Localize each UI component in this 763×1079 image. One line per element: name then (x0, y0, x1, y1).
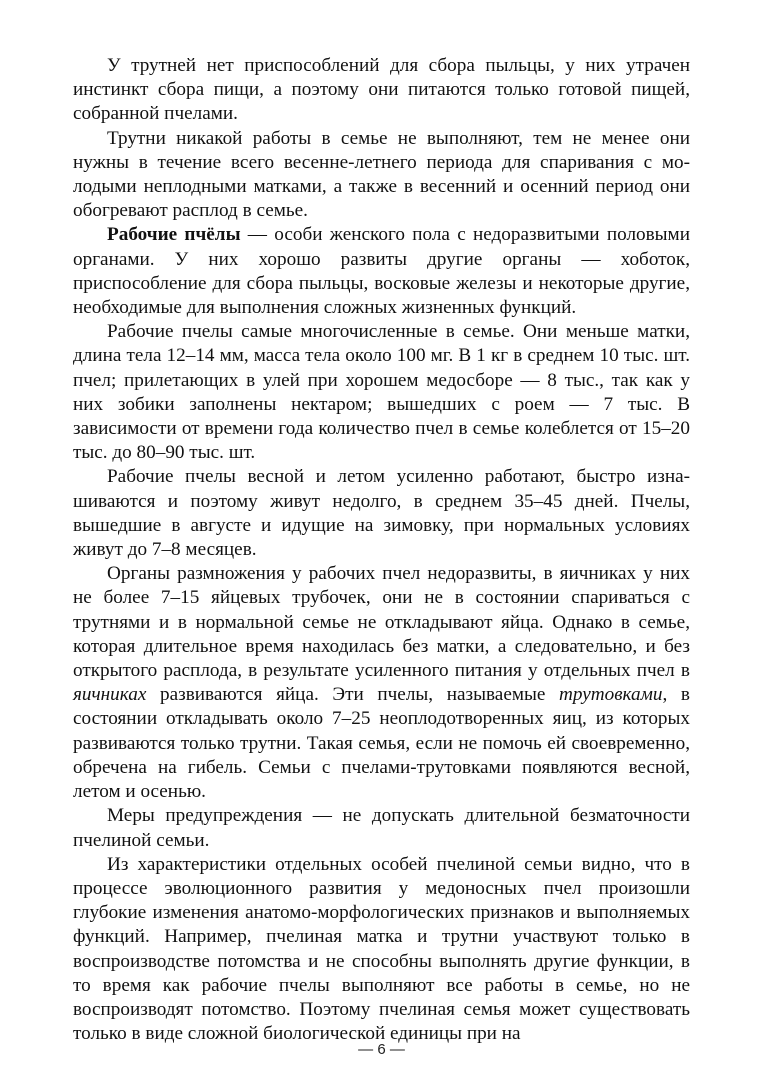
paragraph-prevention (73, 804, 690, 852)
paragraph-drones-feeding (73, 54, 690, 127)
paragraph-text: Из характеристики отдельных особей пчелиной семьи видно, что в процессе эволюционного развития у медоносных пчел произошли глубокие изменения анатомо-морфологических признаков и выполняемых функций. Например, пчелиная матка и трутни участвуют только в воспроизводстве потомства и не способны выполнять другие функции, в то время как рабочие пчелы выполняют все работы в семье, но не воспроизводят потомство. Поэтому пчелиная семья может существовать только в виде сложной биологической единицы при на (73, 853, 690, 1045)
paragraph-evolution (73, 853, 690, 1047)
document-page (73, 54, 690, 1046)
paragraph-text: развиваются яйца. Эти пчелы, называемые (146, 684, 560, 706)
paragraph-text: У трутней нет приспособлений для сбора пыльцы, у них утрачен инстинкт сбора пищи, а поэтому они питаются только готовой пищей, собранной пчелами. (73, 55, 690, 125)
paragraph-text: Трутни никакой работы в семье не выполняют, тем не менее они нужны в течение всего весенне-летнего периода для спаривания с молодыми неплодными матками, а также в весенний и осенний период они обогревают расплод в семье. (73, 127, 690, 222)
paragraph-text: Меры предупреждения — не допускать длительной безматочности пчелиной семьи. (73, 805, 690, 851)
paragraph-worker-bees-definition (73, 223, 690, 320)
paragraph-laying-workers (73, 562, 690, 804)
paragraph-text: Рабочие пчелы самые многочисленные в семье. Они меньше матки, длина тела 12–14 мм, масса тела около 100 мг. В 1 кг в среднем 10 тыс. шт. пчел; прилетающих в улей при хорошем медосборе — 8 тыс., так как у них зобики заполнены нектаром; вышедших с роем — 7 тыс. В зависимости от времени года количество пчел в семье колеблется от 15–20 тыс. до 80–90 тыс. шт. (73, 321, 690, 464)
paragraph-worker-bees-lifespan (73, 465, 690, 562)
page-number: — 6 — (358, 1041, 405, 1058)
paragraph-text: Органы размножения у рабочих пчел недоразвиты, в яичниках у них не более 7–15 яйцевых трубочек, они не в состоянии спариваться с трутнями и в нормальной семье не откладывают яйца. Однако в семье, которая длительное время находилась без матки, а следовательно, и без открытого расплода, в результате усиленного питания у отдельных пчел в (73, 563, 690, 682)
paragraph-worker-bees-numbers (73, 320, 690, 465)
emphasis-ovaries: яичниках (73, 684, 147, 706)
paragraph-drones-role (73, 127, 690, 224)
term-worker-bees: Рабочие пчёлы (107, 224, 241, 246)
paragraph-text: — особи женского пола с недоразвитыми половыми органами. У них хорошо развиты другие органы — хоботок, приспособление для сбора пыльцы, восковые железы и некоторые другие, необходимые для выполнения сложных жизненных функций. (73, 224, 690, 319)
paragraph-text: , в состоянии откладывать около 7–25 неоплодотворенных яиц, из которых развиваются только трутни. Такая семья, если не помочь ей своевременно, обречена на гибель. Семьи с пчелами-трутовками появляются весной, летом и осенью. (73, 684, 690, 803)
emphasis-laying-workers: трутовками (559, 684, 663, 706)
paragraph-text: Рабочие пчелы весной и летом усиленно работают, быстро изнашиваются и поэтому живут недолго, в среднем 35–45 дней. Пчелы, вышедшие в августе и идущие на зимовку, при нормальных условиях живут до 7–8 месяцев. (73, 466, 690, 561)
